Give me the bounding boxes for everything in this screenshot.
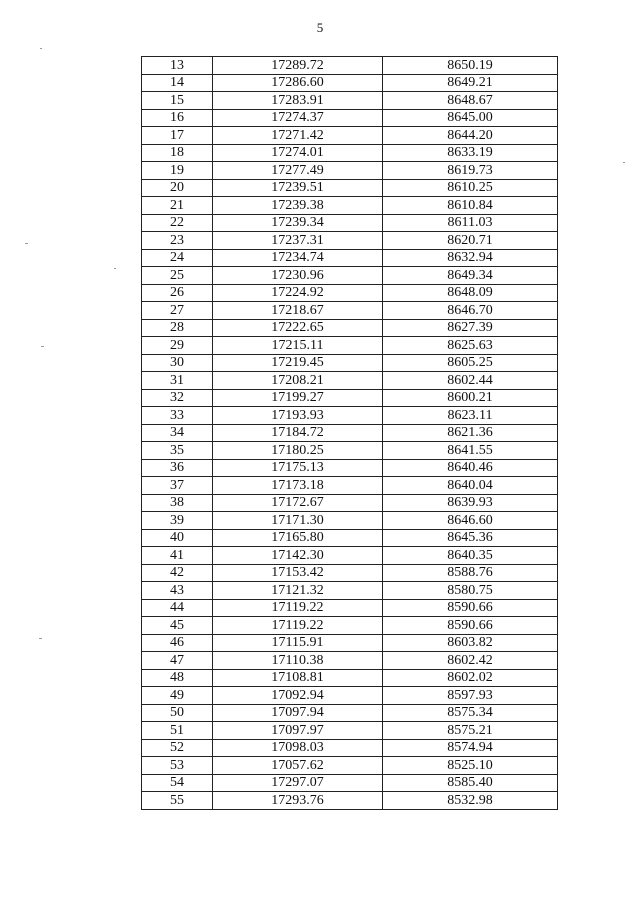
point-number-cell: 25 xyxy=(142,267,213,285)
point-number-cell: 16 xyxy=(142,109,213,127)
y-coordinate-cell: 8648.09 xyxy=(383,284,558,302)
point-number-cell: 24 xyxy=(142,249,213,267)
point-number-cell: 38 xyxy=(142,494,213,512)
table-row xyxy=(142,634,558,652)
table-row xyxy=(142,302,558,320)
x-coordinate-cell: 17110.38 xyxy=(213,652,383,670)
x-coordinate-cell: 17172.67 xyxy=(213,494,383,512)
y-coordinate-cell: 8649.21 xyxy=(383,74,558,92)
table-row xyxy=(142,477,558,495)
table-row xyxy=(142,92,558,110)
x-coordinate-cell: 17098.03 xyxy=(213,739,383,757)
x-coordinate-cell: 17171.30 xyxy=(213,512,383,530)
table-row xyxy=(142,74,558,92)
point-number-cell: 48 xyxy=(142,669,213,687)
point-number-cell: 34 xyxy=(142,424,213,442)
x-coordinate-cell: 17239.38 xyxy=(213,197,383,215)
y-coordinate-cell: 8575.21 xyxy=(383,722,558,740)
y-coordinate-cell: 8605.25 xyxy=(383,354,558,372)
x-coordinate-cell: 17153.42 xyxy=(213,564,383,582)
point-number-cell: 46 xyxy=(142,634,213,652)
x-coordinate-cell: 17222.65 xyxy=(213,319,383,337)
point-number-cell: 14 xyxy=(142,74,213,92)
point-number-cell: 54 xyxy=(142,774,213,792)
y-coordinate-cell: 8640.46 xyxy=(383,459,558,477)
table-row xyxy=(142,529,558,547)
point-number-cell: 53 xyxy=(142,757,213,775)
x-coordinate-cell: 17224.92 xyxy=(213,284,383,302)
table-row xyxy=(142,232,558,250)
table-row xyxy=(142,144,558,162)
x-coordinate-cell: 17239.51 xyxy=(213,179,383,197)
point-number-cell: 17 xyxy=(142,127,213,145)
point-number-cell: 40 xyxy=(142,529,213,547)
y-coordinate-cell: 8639.93 xyxy=(383,494,558,512)
x-coordinate-cell: 17097.94 xyxy=(213,704,383,722)
table-row xyxy=(142,267,558,285)
table-row xyxy=(142,127,558,145)
table-row xyxy=(142,547,558,565)
point-number-cell: 31 xyxy=(142,372,213,390)
table-row xyxy=(142,389,558,407)
point-number-cell: 28 xyxy=(142,319,213,337)
point-number-cell: 15 xyxy=(142,92,213,110)
y-coordinate-cell: 8580.75 xyxy=(383,582,558,600)
x-coordinate-cell: 17297.07 xyxy=(213,774,383,792)
x-coordinate-cell: 17239.34 xyxy=(213,214,383,232)
x-coordinate-cell: 17293.76 xyxy=(213,792,383,810)
table-row xyxy=(142,109,558,127)
y-coordinate-cell: 8646.70 xyxy=(383,302,558,320)
table-row xyxy=(142,354,558,372)
y-coordinate-cell: 8623.11 xyxy=(383,407,558,425)
table-row xyxy=(142,284,558,302)
point-number-cell: 44 xyxy=(142,599,213,617)
table-row xyxy=(142,442,558,460)
table-row xyxy=(142,249,558,267)
x-coordinate-cell: 17274.01 xyxy=(213,144,383,162)
point-number-cell: 23 xyxy=(142,232,213,250)
table-row xyxy=(142,179,558,197)
table-row xyxy=(142,792,558,810)
table-row xyxy=(142,704,558,722)
x-coordinate-cell: 17097.97 xyxy=(213,722,383,740)
scan-speck xyxy=(623,162,625,163)
point-number-cell: 20 xyxy=(142,179,213,197)
point-number-cell: 42 xyxy=(142,564,213,582)
scan-speck xyxy=(114,268,116,269)
x-coordinate-cell: 17286.60 xyxy=(213,74,383,92)
point-number-cell: 26 xyxy=(142,284,213,302)
y-coordinate-cell: 8645.00 xyxy=(383,109,558,127)
page-number: 5 xyxy=(316,20,324,35)
y-coordinate-cell: 8602.44 xyxy=(383,372,558,390)
y-coordinate-cell: 8585.40 xyxy=(383,774,558,792)
x-coordinate-cell: 17119.22 xyxy=(213,617,383,635)
table-row xyxy=(142,739,558,757)
point-number-cell: 13 xyxy=(142,57,213,75)
y-coordinate-cell: 8603.82 xyxy=(383,634,558,652)
y-coordinate-cell: 8621.36 xyxy=(383,424,558,442)
scan-speck xyxy=(39,638,42,639)
coordinates-table-body xyxy=(142,57,558,810)
x-coordinate-cell: 17119.22 xyxy=(213,599,383,617)
point-number-cell: 19 xyxy=(142,162,213,180)
y-coordinate-cell: 8610.84 xyxy=(383,197,558,215)
point-number-cell: 22 xyxy=(142,214,213,232)
x-coordinate-cell: 17230.96 xyxy=(213,267,383,285)
scan-speck xyxy=(40,48,42,49)
x-coordinate-cell: 17057.62 xyxy=(213,757,383,775)
point-number-cell: 41 xyxy=(142,547,213,565)
coordinates-table xyxy=(141,56,558,810)
x-coordinate-cell: 17289.72 xyxy=(213,57,383,75)
y-coordinate-cell: 8648.67 xyxy=(383,92,558,110)
y-coordinate-cell: 8574.94 xyxy=(383,739,558,757)
table-row xyxy=(142,652,558,670)
scan-speck xyxy=(41,346,44,347)
x-coordinate-cell: 17218.67 xyxy=(213,302,383,320)
x-coordinate-cell: 17165.80 xyxy=(213,529,383,547)
table-row xyxy=(142,757,558,775)
y-coordinate-cell: 8632.94 xyxy=(383,249,558,267)
x-coordinate-cell: 17277.49 xyxy=(213,162,383,180)
y-coordinate-cell: 8640.35 xyxy=(383,547,558,565)
table-row xyxy=(142,197,558,215)
point-number-cell: 36 xyxy=(142,459,213,477)
x-coordinate-cell: 17115.91 xyxy=(213,634,383,652)
y-coordinate-cell: 8610.25 xyxy=(383,179,558,197)
x-coordinate-cell: 17274.37 xyxy=(213,109,383,127)
y-coordinate-cell: 8590.66 xyxy=(383,599,558,617)
x-coordinate-cell: 17208.21 xyxy=(213,372,383,390)
y-coordinate-cell: 8627.39 xyxy=(383,319,558,337)
point-number-cell: 49 xyxy=(142,687,213,705)
y-coordinate-cell: 8640.04 xyxy=(383,477,558,495)
y-coordinate-cell: 8645.36 xyxy=(383,529,558,547)
table-row xyxy=(142,372,558,390)
x-coordinate-cell: 17180.25 xyxy=(213,442,383,460)
point-number-cell: 30 xyxy=(142,354,213,372)
table-row xyxy=(142,617,558,635)
point-number-cell: 18 xyxy=(142,144,213,162)
scan-speck xyxy=(25,243,28,244)
table-row xyxy=(142,57,558,75)
point-number-cell: 55 xyxy=(142,792,213,810)
y-coordinate-cell: 8620.71 xyxy=(383,232,558,250)
x-coordinate-cell: 17193.93 xyxy=(213,407,383,425)
y-coordinate-cell: 8611.03 xyxy=(383,214,558,232)
point-number-cell: 37 xyxy=(142,477,213,495)
point-number-cell: 50 xyxy=(142,704,213,722)
x-coordinate-cell: 17121.32 xyxy=(213,582,383,600)
table-row xyxy=(142,424,558,442)
table-row xyxy=(142,687,558,705)
x-coordinate-cell: 17199.27 xyxy=(213,389,383,407)
table-row xyxy=(142,599,558,617)
point-number-cell: 39 xyxy=(142,512,213,530)
point-number-cell: 33 xyxy=(142,407,213,425)
table-row xyxy=(142,459,558,477)
table-row xyxy=(142,722,558,740)
table-row xyxy=(142,669,558,687)
point-number-cell: 29 xyxy=(142,337,213,355)
table-row xyxy=(142,564,558,582)
table-row xyxy=(142,214,558,232)
point-number-cell: 51 xyxy=(142,722,213,740)
point-number-cell: 47 xyxy=(142,652,213,670)
y-coordinate-cell: 8641.55 xyxy=(383,442,558,460)
point-number-cell: 27 xyxy=(142,302,213,320)
point-number-cell: 32 xyxy=(142,389,213,407)
x-coordinate-cell: 17215.11 xyxy=(213,337,383,355)
y-coordinate-cell: 8588.76 xyxy=(383,564,558,582)
table-row xyxy=(142,407,558,425)
table-row xyxy=(142,319,558,337)
point-number-cell: 35 xyxy=(142,442,213,460)
y-coordinate-cell: 8525.10 xyxy=(383,757,558,775)
point-number-cell: 21 xyxy=(142,197,213,215)
y-coordinate-cell: 8602.02 xyxy=(383,669,558,687)
table-row xyxy=(142,512,558,530)
table-row xyxy=(142,162,558,180)
x-coordinate-cell: 17173.18 xyxy=(213,477,383,495)
point-number-cell: 52 xyxy=(142,739,213,757)
x-coordinate-cell: 17142.30 xyxy=(213,547,383,565)
y-coordinate-cell: 8649.34 xyxy=(383,267,558,285)
y-coordinate-cell: 8602.42 xyxy=(383,652,558,670)
y-coordinate-cell: 8619.73 xyxy=(383,162,558,180)
y-coordinate-cell: 8532.98 xyxy=(383,792,558,810)
y-coordinate-cell: 8650.19 xyxy=(383,57,558,75)
y-coordinate-cell: 8633.19 xyxy=(383,144,558,162)
x-coordinate-cell: 17234.74 xyxy=(213,249,383,267)
y-coordinate-cell: 8590.66 xyxy=(383,617,558,635)
y-coordinate-cell: 8625.63 xyxy=(383,337,558,355)
point-number-cell: 43 xyxy=(142,582,213,600)
x-coordinate-cell: 17283.91 xyxy=(213,92,383,110)
x-coordinate-cell: 17237.31 xyxy=(213,232,383,250)
y-coordinate-cell: 8646.60 xyxy=(383,512,558,530)
table-row xyxy=(142,494,558,512)
x-coordinate-cell: 17175.13 xyxy=(213,459,383,477)
x-coordinate-cell: 17271.42 xyxy=(213,127,383,145)
y-coordinate-cell: 8600.21 xyxy=(383,389,558,407)
table-row xyxy=(142,337,558,355)
x-coordinate-cell: 17092.94 xyxy=(213,687,383,705)
x-coordinate-cell: 17219.45 xyxy=(213,354,383,372)
y-coordinate-cell: 8575.34 xyxy=(383,704,558,722)
y-coordinate-cell: 8597.93 xyxy=(383,687,558,705)
x-coordinate-cell: 17108.81 xyxy=(213,669,383,687)
y-coordinate-cell: 8644.20 xyxy=(383,127,558,145)
point-number-cell: 45 xyxy=(142,617,213,635)
x-coordinate-cell: 17184.72 xyxy=(213,424,383,442)
table-row xyxy=(142,774,558,792)
table-row xyxy=(142,582,558,600)
